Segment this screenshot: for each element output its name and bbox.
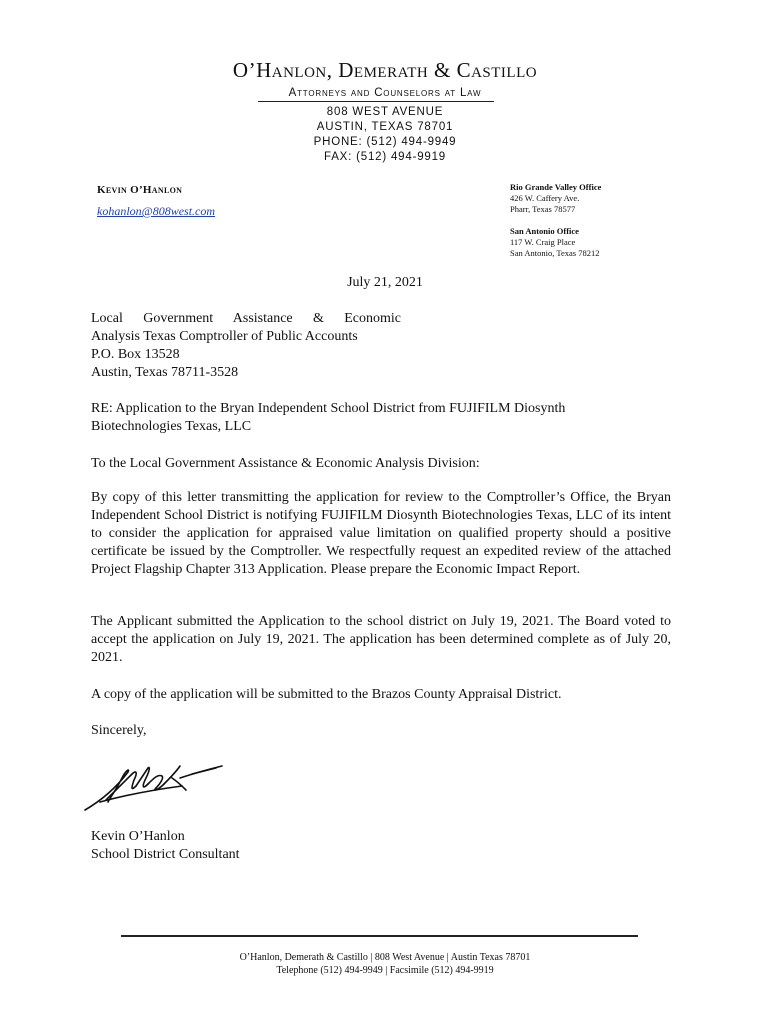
- recipient-line: Austin, Texas 78711-3528: [91, 365, 239, 380]
- office-address-line: 426 W. Caffery Ave.: [510, 193, 580, 203]
- firm-name: O’Hanlon, Demerath & Castillo: [232, 58, 538, 82]
- office-address-line: Pharr, Texas 78577: [510, 204, 576, 214]
- office-address-line: 117 W. Craig Place: [510, 237, 576, 247]
- letter-date: July 21, 2021: [347, 275, 423, 290]
- body-paragraph-3: A copy of the application will be submitted to the Brazos County Appraisal District.: [91, 687, 562, 702]
- handwritten-signature: [82, 756, 227, 814]
- body-paragraph-2: The Applicant submitted the Application to the school district on July 19, 2021. The Board voted to accept the application on July 19, 2021. The application has been determined complete as of July 20, 2021.: [91, 614, 671, 665]
- office-san-antonio: [510, 226, 599, 259]
- footer-address: O’Hanlon, Demerath & Castillo | 808 West Avenue | Austin Texas 78701: [239, 952, 531, 963]
- recipient-line: Local Government Assistance & Economic: [91, 311, 401, 326]
- office-address-line: San Antonio, Texas 78212: [510, 248, 600, 258]
- firm-tagline: Attorneys and Counselors at Law: [288, 87, 482, 99]
- tagline-rule: [258, 101, 494, 102]
- re-line: RE: Application to the Bryan Independent School District from FUJIFILM Diosynth Biotechnologies Texas, LLC: [91, 401, 566, 434]
- signer-title: School District Consultant: [91, 847, 240, 862]
- firm-address-street: 808 WEST AVENUE: [326, 106, 444, 118]
- closing: Sincerely,: [91, 723, 147, 738]
- footer-phone: Telephone (512) 494-9949 | Facsimile (512) 494-9919: [276, 965, 494, 976]
- attorney-name: Kevin O’Hanlon: [97, 184, 183, 196]
- body-paragraph-1: By copy of this letter transmitting the application for review to the Comptroller’s Office, the Bryan Independent School District is notifying FUJIFILM Diosynth Biotechnologies Texas, LLC of its intent to consider the application for appraised value limitation on qualified property should a positive certificate be issued by the Comptroller. We respectfully request an expedited review of the attached Project Flagship Chapter 313 Application. Please prepare the Economic Impact Report.: [91, 490, 671, 577]
- recipient-address: [91, 310, 401, 382]
- firm-address-city: AUSTIN, TEXAS 78701: [316, 121, 454, 133]
- recipient-line: Analysis Texas Comptroller of Public Accounts: [91, 329, 358, 344]
- salutation: To the Local Government Assistance & Economic Analysis Division:: [91, 456, 480, 471]
- office-name: Rio Grande Valley Office: [510, 182, 602, 192]
- recipient-line: P.O. Box 13528: [91, 347, 180, 362]
- firm-phone: PHONE: (512) 494-9949: [313, 136, 457, 148]
- signer-name: Kevin O’Hanlon: [91, 829, 185, 844]
- footer-rule: [121, 935, 638, 937]
- office-rio-grande: [510, 182, 601, 215]
- firm-fax: FAX: (512) 494-9919: [324, 151, 446, 163]
- attorney-email-link[interactable]: kohanlon@808west.com: [97, 204, 216, 218]
- office-name: San Antonio Office: [510, 226, 579, 236]
